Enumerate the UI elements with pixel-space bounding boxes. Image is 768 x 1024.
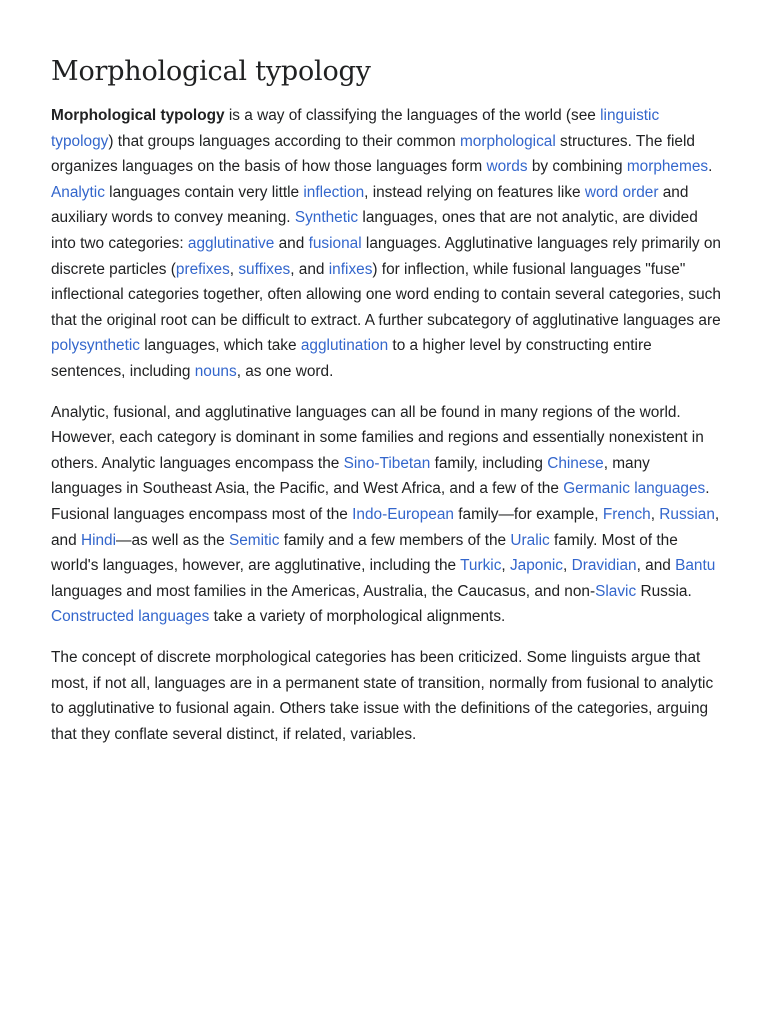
link-synthetic[interactable]: Synthetic: [294, 209, 359, 227]
link-agglutinative[interactable]: agglutinative: [187, 235, 275, 253]
paragraph-text: to a higher level by constructing entire sentences, including: [51, 337, 652, 381]
link-infixes[interactable]: infixes: [328, 260, 373, 278]
link-bantu[interactable]: Bantu: [675, 557, 716, 575]
paragraph-text: , as one word.: [236, 363, 334, 381]
paragraph-text: languages and most families in the Americas, Australia, the Caucasus, and non-: [51, 582, 596, 600]
paragraph-text: take a variety of morphological alignments.: [209, 608, 506, 626]
link-analytic[interactable]: Analytic: [51, 183, 105, 201]
paragraph-text: Russia.: [636, 582, 692, 600]
link-chinese[interactable]: Chinese: [547, 454, 604, 472]
link-prefixes[interactable]: prefixes: [175, 260, 230, 278]
link-word-order[interactable]: word order: [584, 183, 659, 201]
paragraph-text: and: [274, 235, 309, 253]
link-suffixes[interactable]: suffixes: [238, 260, 291, 278]
paragraph-text: is a way of classifying the languages of the world (see: [224, 107, 601, 125]
article-body: [51, 103, 723, 747]
paragraph-text: family and a few members of the: [279, 531, 511, 549]
link-hindi[interactable]: Hindi: [80, 531, 117, 549]
link-linguistic-typology[interactable]: linguistic typology: [51, 107, 660, 150]
paragraph-text: , many languages in Southeast Asia, the Pacific, and West Africa, and a few of the: [51, 454, 650, 498]
paragraph-3: [51, 645, 723, 747]
link-nouns[interactable]: nouns: [194, 363, 237, 381]
page-title: Morphological typology: [51, 56, 371, 87]
link-words[interactable]: words: [486, 158, 528, 176]
paragraph-text: family, including: [430, 454, 548, 472]
paragraph-text: —as well as the: [116, 531, 229, 549]
paragraph-text: , and: [636, 557, 676, 575]
paragraph-text: Analytic, fusional, and agglutinative languages can all be found in many regions of the world. However, each category is dominant in some families and regions and essentially nonexistent in others. Analytic languages encompass the: [51, 403, 704, 472]
link-inflection[interactable]: inflection: [303, 183, 365, 201]
paragraph-text: ,: [650, 506, 660, 523]
paragraph-1: [51, 103, 723, 385]
link-russian[interactable]: Russian: [659, 506, 715, 523]
paragraph-text: by combining: [527, 158, 627, 176]
paragraph-text: languages, ones that are not analytic, are divided into two categories:: [51, 209, 698, 253]
paragraph-text: . Fusional languages encompass most of the: [51, 480, 710, 523]
paragraph-text: ) for inflection, while fusional languages "fuse" inflectional categories together, often allowing one word ending to contain several categories, such that the original root can be difficult to extract. A further subcategory of agglutinative languages are: [51, 260, 721, 329]
link-semitic[interactable]: Semitic: [228, 531, 280, 549]
paragraph-text: , and: [51, 506, 720, 549]
link-constructed-languages[interactable]: Constructed languages: [51, 608, 210, 626]
paragraph-text: languages. Agglutinative languages rely primarily on discrete particles (: [51, 235, 721, 278]
paragraph-text: ,: [229, 260, 239, 278]
link-dravidian[interactable]: Dravidian: [571, 557, 637, 575]
paragraph-text: , and: [290, 260, 329, 278]
paragraph-text: ) that groups languages according to their common: [108, 132, 460, 150]
paragraph-2: [51, 400, 723, 630]
link-agglutination[interactable]: agglutination: [300, 337, 389, 355]
paragraph-text: , instead relying on features like: [364, 183, 585, 201]
paragraph-text: languages, which take: [139, 337, 301, 355]
paragraph-text: structures. The field organizes languages on the basis of how those languages form: [51, 132, 695, 176]
link-polysynthetic[interactable]: polysynthetic: [51, 337, 140, 355]
paragraph-text: languages contain very little: [104, 183, 304, 201]
link-slavic[interactable]: Slavic: [595, 582, 637, 600]
paragraph-text: ,: [501, 557, 510, 575]
link-germanic-languages[interactable]: Germanic languages: [563, 480, 706, 498]
link-turkic[interactable]: Turkic: [460, 557, 502, 575]
link-sino-tibetan[interactable]: Sino-Tibetan: [343, 454, 431, 472]
link-morphemes[interactable]: morphemes: [626, 158, 709, 176]
link-indo-european[interactable]: Indo-European: [352, 506, 454, 523]
link-fusional[interactable]: fusional: [308, 235, 362, 253]
paragraph-text: .: [708, 158, 713, 176]
paragraph-text: The concept of discrete morphological categories has been criticized. Some linguists argue that most, if not all, languages are in a permanent state of transition, normally from fusional to analytic to agglutinative to fusional again. Others take issue with the definitions of the categories, arguing that they conflate several distinct, if related, variables.: [51, 648, 714, 743]
paragraph-text: and auxiliary words to convey meaning.: [51, 183, 689, 227]
link-uralic[interactable]: Uralic: [510, 531, 550, 549]
link-morphological[interactable]: morphological: [459, 132, 556, 150]
bold-term: Morphological typology: [51, 107, 225, 125]
paragraph-text: family. Most of the world's languages, however, are agglutinative, including the: [51, 531, 678, 575]
paragraph-text: family—for example,: [453, 506, 603, 523]
link-french[interactable]: French: [602, 506, 651, 523]
link-japonic[interactable]: Japonic: [509, 557, 564, 575]
paragraph-text: ,: [563, 557, 572, 575]
article-content: [51, 54, 723, 762]
